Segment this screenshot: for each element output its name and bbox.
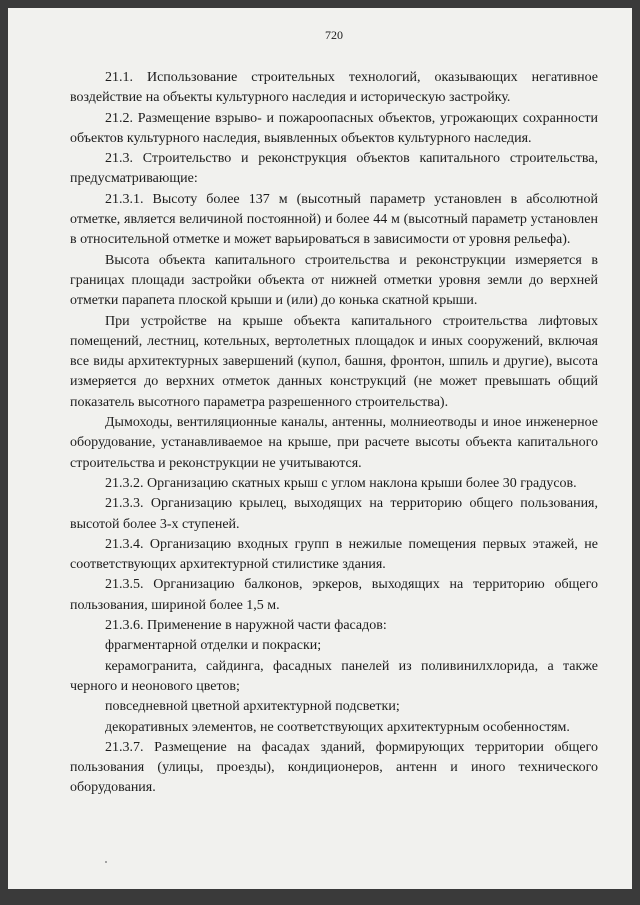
list-item-porcelain-siding: керамогранита, сайдинга, фасадных панелей из поливинилхлорида, а также черного и неонового цветов; [70,658,598,694]
paragraph-21-3: 21.3. Строительство и реконструкция объектов капитального строительства, предусматривающие: [70,151,598,187]
document-page [8,8,632,889]
list-item-colored-lighting: повседневной цветной архитектурной подсветки; [105,699,400,715]
paragraph-21-3-4: 21.3.4. Организацию входных групп в нежилые помещения первых этажей, не соответствующих архитектурной стилистике здания. [70,536,598,573]
paragraph-21-3-3: 21.3.3. Организацию крылец, выходящих на территорию общего пользования, высотой более 3-х ступеней. [70,496,598,532]
paragraph-height-measurement: Высота объекта капитального строительства и реконструкции измеряется в границах площади застройки объекта от нижней отметки уровня земли до верхней отметки парапета плоской крыши и (или) до конька скатной крыши. [70,252,598,309]
list-item-fragmentary-finish: фрагментарной отделки и покраски; [105,638,322,654]
scan-speck [105,861,107,863]
paragraph-21-1: 21.1. Использование строительных технологий, оказывающих негативное воздействие на объекты культурного наследия и историческую застройку. [70,70,598,106]
paragraph-21-3-7: 21.3.7. Размещение на фасадах зданий, формирующих территории общего пользования (улицы, проезды), кондиционеров, антенн и иного технического оборудования. [70,739,598,796]
paragraph-21-2: 21.2. Размещение взрыво- и пожароопасных объектов, угрожающих сохранности объектов культурного наследия, выявленных объектов культурного наследия. [70,110,598,146]
paragraph-21-3-5: 21.3.5. Организацию балконов, эркеров, выходящих на территорию общего пользования, шириной более 1,5 м. [70,577,598,613]
page-number: 720 [325,28,343,42]
paragraph-21-3-6: 21.3.6. Применение в наружной части фасадов: [105,618,387,634]
paragraph-roof-structures: При устройстве на крыше объекта капитального строительства лифтовых помещений, лестниц, котельных, вертолетных площадок и иных сооружений, включая все виды архитектурных завершений (купол, башня, фронтон, шпиль и другие), высота измеряется до верхних отметок данных конструкций (не может превышать общий показатель высотного параметра разрешенного строительства). [70,313,598,410]
paragraph-21-3-2: 21.3.2. Организацию скатных крыш с углом наклона крыши более 30 градусов. [105,475,577,491]
paragraph-21-3-1: 21.3.1. Высоту более 137 м (высотный параметр установлен в абсолютной отметке, является величиной постоянной) и более 44 м (высотный параметр установлен в относительной отметке и может варьироваться в зависимости от уровня рельефа). [70,191,598,248]
list-item-decorative-elements: декоративных элементов, не соответствующих архитектурным особенностям. [105,719,570,735]
paragraph-roof-equipment: Дымоходы, вентиляционные каналы, антенны, молниеотводы и иное инженерное оборудование, устанавливаемое на крыше, при расчете высоты объекта капитального строительства и реконструкции не учитываются. [70,415,598,471]
